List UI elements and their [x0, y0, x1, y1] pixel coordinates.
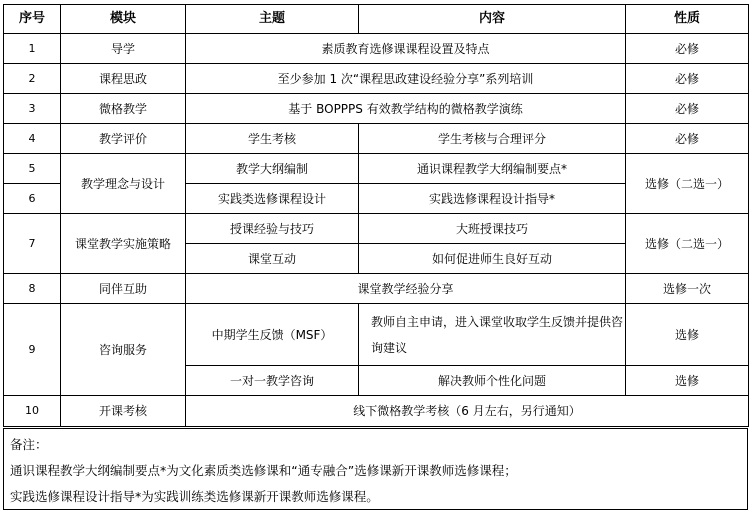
header-type: 性质 [626, 5, 749, 34]
row-content: 学生考核与合理评分 [359, 124, 626, 154]
row-topic: 一对一教学咨询 [186, 366, 359, 396]
row-module: 教学理念与设计 [61, 154, 186, 214]
row-content: 通识课程教学大纲编制要点* [359, 154, 626, 184]
table-row [4, 214, 749, 244]
row-type: 选修一次 [626, 274, 749, 304]
row-type: 必修 [626, 34, 749, 64]
row-type: 选修（二选一） [626, 214, 749, 274]
row-content: 至少参加 1 次“课程思政建设经验分享”系列培训 [186, 64, 626, 94]
row-content: 大班授课技巧 [359, 214, 626, 244]
table-row [4, 396, 749, 427]
row-topic: 实践类选修课程设计 [186, 184, 359, 214]
header-topic: 主题 [186, 5, 359, 34]
row-index: 1 [4, 34, 61, 64]
row-module: 微格教学 [61, 94, 186, 124]
header-module: 模块 [61, 5, 186, 34]
row-content: 线下微格教学考核（6 月左右，另行通知） [186, 396, 749, 427]
table-row [4, 124, 749, 154]
header-row [4, 5, 749, 34]
course-plan-table [3, 4, 749, 427]
row-type: 选修（二选一） [626, 154, 749, 214]
row-content: 如何促进师生良好互动 [359, 244, 626, 274]
row-module: 教学评价 [61, 124, 186, 154]
row-topic: 授课经验与技巧 [186, 214, 359, 244]
row-index: 5 [4, 154, 61, 184]
row-index: 3 [4, 94, 61, 124]
row-topic: 教学大纲编制 [186, 154, 359, 184]
row-index: 2 [4, 64, 61, 94]
row-module: 课程思政 [61, 64, 186, 94]
row-index: 6 [4, 184, 61, 214]
row-module: 导学 [61, 34, 186, 64]
notes-line-2: 实践选修课程设计指导*为实践训练类选修课新开课教师选修课程。 [10, 489, 379, 504]
header-index: 序号 [4, 5, 61, 34]
table-row [4, 154, 749, 184]
row-content: 基于 BOPPPS 有效教学结构的微格教学演练 [186, 94, 626, 124]
notes-box [3, 428, 748, 510]
notes-title: 备注： [10, 437, 48, 452]
row-index: 9 [4, 304, 61, 396]
row-content: 教师自主申请，进入课堂收取学生反馈并提供咨询建议 [359, 304, 626, 366]
row-type: 必修 [626, 124, 749, 154]
row-type: 必修 [626, 94, 749, 124]
table-row [4, 304, 749, 366]
row-index: 8 [4, 274, 61, 304]
table-row [4, 64, 749, 94]
header-content: 内容 [359, 5, 626, 34]
row-topic: 学生考核 [186, 124, 359, 154]
row-topic: 中期学生反馈（MSF） [186, 304, 359, 366]
row-content: 课堂教学经验分享 [186, 274, 626, 304]
row-index: 10 [4, 396, 61, 427]
row-content: 解决教师个性化问题 [359, 366, 626, 396]
row-content: 素质教育选修课课程设置及特点 [186, 34, 626, 64]
row-type: 必修 [626, 64, 749, 94]
row-type: 选修 [626, 366, 749, 396]
row-index: 7 [4, 214, 61, 274]
row-module: 课堂教学实施策略 [61, 214, 186, 274]
row-module: 开课考核 [61, 396, 186, 427]
table-row [4, 34, 749, 64]
table-row [4, 274, 749, 304]
row-module: 咨询服务 [61, 304, 186, 396]
row-type: 选修 [626, 304, 749, 366]
notes-line-1: 通识课程教学大纲编制要点*为文化素质类选修课和“通专融合”选修课新开课教师选修课程； [10, 463, 517, 478]
row-index: 4 [4, 124, 61, 154]
table-row [4, 94, 749, 124]
row-topic: 课堂互动 [186, 244, 359, 274]
row-content: 实践选修课程设计指导* [359, 184, 626, 214]
row-module: 同伴互助 [61, 274, 186, 304]
